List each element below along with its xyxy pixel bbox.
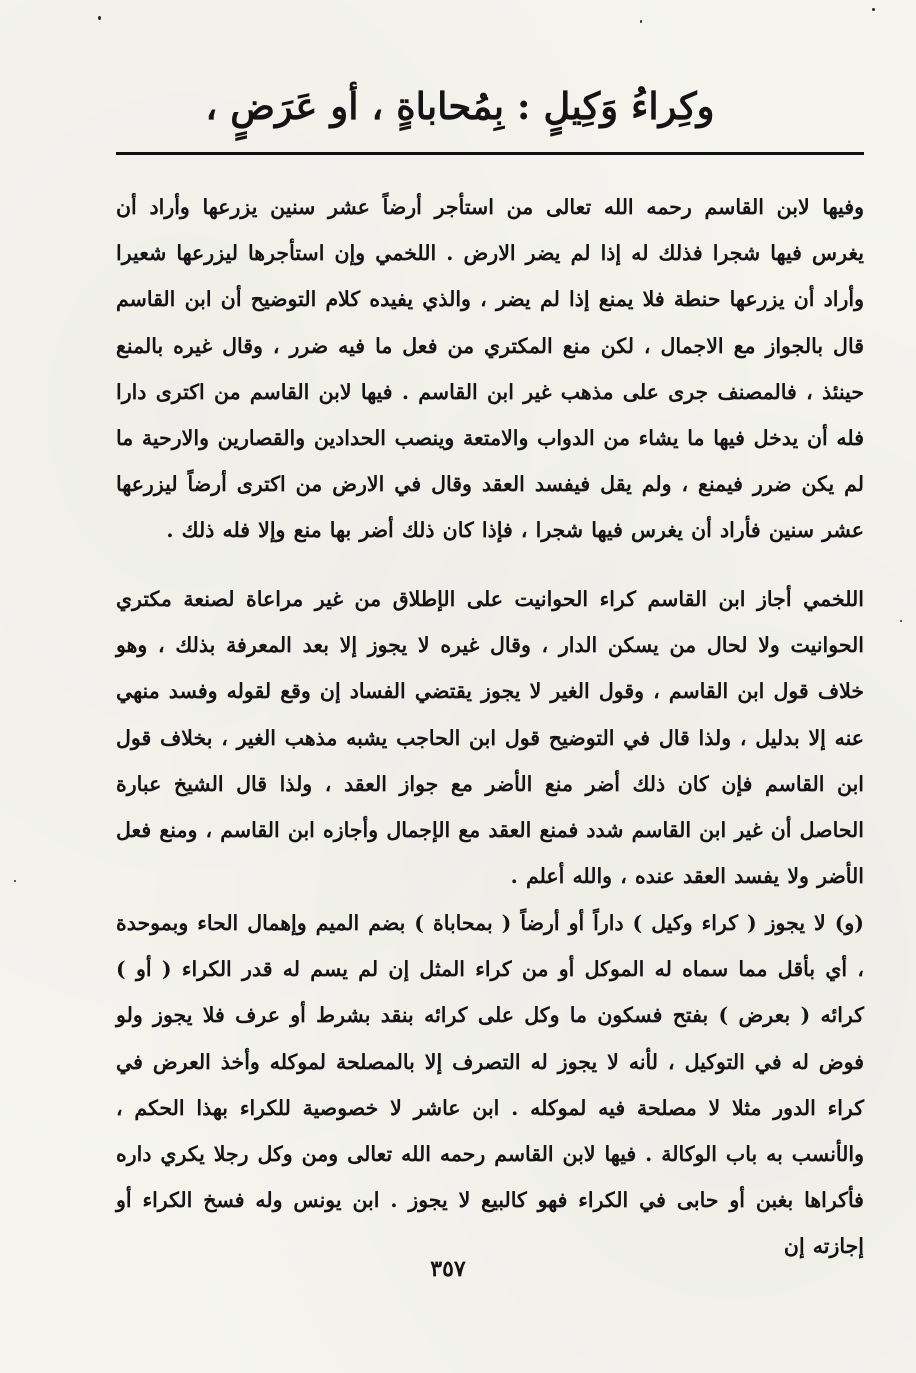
scan-speck xyxy=(14,880,16,882)
scan-speck xyxy=(98,16,101,20)
scan-speck xyxy=(872,8,875,11)
paragraph-2: اللخمي أجاز ابن القاسم كراء الحوانيت على الإطلاق من غير مراعاة لصنعة مكتري الحوانيت ولا لحال من يسكن الدار ، وقال غيره لا يجوز إلا بعد المعرفة بذلك ، وهو خلاف قول ابن القاسم ، وقول الغير لا يجوز يقتضي الفساد إن وقع لقوله وفسد منهي عنه إلا بدليل ، ولذا قال في التوضيح قول ابن الحاجب يشبه مذهب الغير ، بخلاف قول ابن القاسم فإن كان ذلك أضر منع الأضر مع جواز العقد ، ولذا قال الشيخ عبارة الحاصل أن غير ابن القاسم شدد فمنع العقد مع الإجمال وأجازه ابن القاسم ، ومنع فعل الأضر ولا يفسد العقد عنده ، والله أعلم . xyxy=(116,587,864,889)
paragraph-3: (و) لا يجوز ( كراء وكيل ) داراً أو أرضاً ( بمحاباة ) بضم الميم وإهمال الحاء وبموحدة ، أي بأقل مما سماه له الموكل أو من كراء المثل إن لم يسم له قدر الكراء ( أو ) كرائه ( بعرض ) بفتح فسكون ما وكل على كرائه بنقد بشرط أو عرف فلا يجوز ولو فوض له في التوكيل ، لأنه لا يجوز له التصرف إلا بالمصلحة لموكله وأخذ العرض في كراء الدور مثلا لا مصلحة فيه لموكله . ابن عاشر لا خصوصية للكراء بهذا الحكم ، والأنسب به باب الوكالة . فيها لابن القاسم رحمه الله تعالى ومن وكل رجلا يكري داره فأكراها بغبن أو حابى في الكراء فهو كالبيع لا يجوز . ابن يونس وله فسخ الكراء أو إجازته إن xyxy=(116,911,864,1259)
page-header-title: وكِراءُ وَكِيلٍ : بِمُحاباةٍ ، أو عَرَضٍ ، xyxy=(205,84,715,128)
scan-speck xyxy=(640,20,642,23)
header-rule xyxy=(116,152,864,155)
paragraph-1: وفيها لابن القاسم رحمه الله تعالى من استأجر أرضاً عشر سنين يزرعها وأراد أن يغرس فيها شجرا فذلك له إذا لم يضر الارض . اللخمي وإن استأجرها ليزرعها شعيرا وأراد أن يزرعها حنطة فلا يمنع إذا لم يضر ، والذي يفيده كلام التوضيح أن ابن القاسم قال بالجواز مع الاجمال ، لكن منع المكتري من فعل ما فيه ضرر ، وقال غيره بالمنع حينئذ ، فالمصنف جرى على مذهب غير ابن القاسم . فيها لابن القاسم من اكترى دارا فله أن يدخل فيها ما يشاء من الدواب والامتعة وينصب الحدادين والقصارين والارحية ما لم يكن ضرر فيمنع ، ولم يقل فيفسد العقد وقال في الارض من اكترى أرضاً ليزرعها عشر سنين فأراد أن يغرس فيها شجرا ، فإذا كان ذلك أضر بها منع وإلا فله ذلك . xyxy=(116,195,864,543)
scan-speck xyxy=(900,620,902,622)
page-number: ٣٥٧ xyxy=(430,1256,466,1282)
